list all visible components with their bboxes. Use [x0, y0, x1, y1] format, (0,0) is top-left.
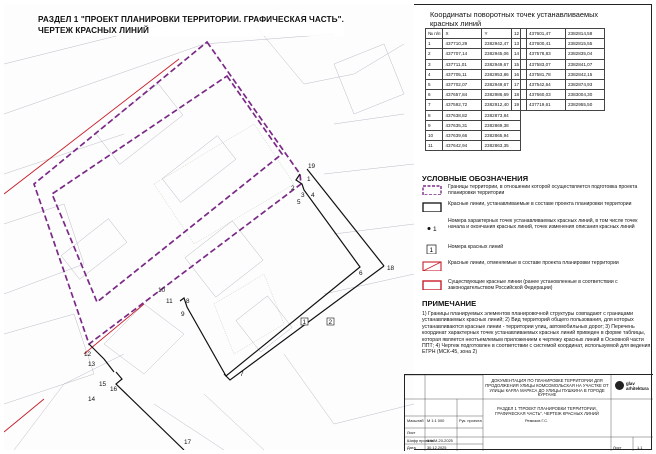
table-cell: 2382953,86 [482, 69, 521, 79]
table-cell: 437600,41 [527, 39, 566, 49]
legend-text-boundary: Границы территории, в отношении которой осуществляется подготовка проекта планировки территории [448, 184, 638, 197]
point-9: 9 [181, 311, 185, 318]
table-cell: 437719,61 [527, 100, 566, 110]
legend-item-points [422, 218, 650, 240]
table-cell: 2382863,35 [482, 141, 521, 151]
line-label-2: 2 [328, 319, 333, 326]
coordinates-header-cell: Y [482, 29, 521, 39]
table-cell: 437702,07 [443, 79, 482, 89]
table-cell: 437707,14 [443, 49, 482, 59]
sheet-value: 1.1 [637, 445, 643, 450]
table-row [512, 29, 605, 39]
table-row [426, 120, 521, 130]
table-cell: 437592,72 [443, 100, 482, 110]
table-cell: 1 [426, 39, 443, 49]
date-label: Дата [407, 445, 416, 450]
table-cell: 2382912,40 [482, 100, 521, 110]
table-cell: 2382835,04 [566, 49, 605, 59]
map-drawing [4, 4, 414, 450]
coordinates-header-cell: № п/п [426, 29, 443, 39]
point-18: 18 [387, 265, 395, 272]
legend-text-points: Номера характерных точек устанавливаемых красных линий, в том числе точек начала и окончания красных линий, точек изменения описания красных линий [448, 218, 638, 231]
boundary-swatch [422, 185, 442, 195]
table-row [512, 59, 605, 69]
cancelled-line-swatch [422, 261, 442, 271]
table-cell: 2382865,94 [482, 130, 521, 140]
point-swatch-label: 1 [433, 226, 437, 233]
table-cell: 12 [512, 29, 527, 39]
legend-item-boundary [422, 184, 650, 198]
table-row [512, 90, 605, 100]
logo-mark-icon [615, 381, 624, 390]
point-labels [84, 163, 395, 446]
project-code-label: Шифр проекта [407, 438, 434, 443]
point-6: 6 [359, 270, 363, 277]
table-cell: 7 [426, 100, 443, 110]
point-16: 16 [110, 386, 118, 393]
line-number-swatch-label: 1 [429, 247, 434, 254]
table-cell: 5 [426, 79, 443, 89]
new-red-lines [89, 169, 384, 450]
table-cell: 437660,03 [527, 90, 566, 100]
sheet-title-line2: ЧЕРТЕЖ КРАСНЫХ ЛИНИЙ [38, 26, 150, 35]
table-cell: 2382986,69 [482, 90, 521, 100]
notes-text: 1) Границы планируемых элементов планировочной структуры совпадают с границами устанавливаемых красных линий; 2) Вид территорий общего пользования, для которых устанавливаются красные линии - территории улиц, автомобильных дорог; 3) Перечень координат характерных точек устанавливаемых красных линий приведен в форме таблицы, которая является неотъемлемым приложением к чертежу красных линий в Основной части ППТ; 4) Чертеж подготовлен в соответствии с системой координат, используемой для ведения ЕГРН (МСК-45, зона 2) [422, 311, 651, 356]
table-cell: 4 [426, 69, 443, 79]
table-cell: 437705,11 [443, 69, 482, 79]
point-12: 12 [84, 351, 92, 358]
point-13: 13 [88, 361, 96, 368]
table-cell: 437638,82 [443, 110, 482, 120]
logo-text-line2: arhitektura [626, 386, 649, 391]
point-7: 7 [240, 371, 244, 378]
point-swatch [422, 223, 442, 233]
table-cell: 437542,64 [527, 79, 566, 89]
table-cell: 2382814,58 [566, 29, 605, 39]
table-row [426, 39, 521, 49]
table-cell: 18 [512, 90, 527, 100]
sheet-title [38, 14, 344, 36]
table-cell: 15 [512, 59, 527, 69]
table-cell: 2 [426, 49, 443, 59]
table-row [426, 100, 521, 110]
legend-item-cancelled [422, 260, 650, 274]
document-title: ДОКУМЕНТАЦИЯ ПО ПЛАНИРОВКЕ ТЕРРИТОРИИ ДЛЯ ПРОДОЛЖЕНИЯ УЛИЦЫ КОМСОМОЛЬСКАЯ НА УЧАСТКЕ ОТ УЛИЦЫ КАРЛА МАРКСА ДО УЛИЦЫ ПУШКИНА В ГОРОДЕ КУРГАНЕ [485, 378, 609, 398]
table-cell: 11 [426, 141, 443, 151]
sheet-label: Лист [613, 445, 622, 450]
legend-text-cancelled: Красные линии, отменяемые в составе проекта планировки территории [448, 260, 619, 266]
point-5: 5 [297, 199, 301, 206]
table-cell: 437583,07 [527, 59, 566, 69]
manager-label: Рук. проекта [459, 418, 482, 423]
table-cell: 2382869,38 [482, 120, 521, 130]
table-cell: 2382945,06 [482, 49, 521, 59]
sheet-title-line1: РАЗДЕЛ 1 "ПРОЕКТ ПЛАНИРОВКИ ТЕРРИТОРИИ. ГРАФИЧЕСКАЯ ЧАСТЬ". [38, 15, 344, 24]
table-cell: 2382942,47 [482, 39, 521, 49]
point-10: 10 [158, 287, 166, 294]
table-row [512, 100, 605, 110]
table-cell: 10 [426, 130, 443, 140]
coordinates-table-left [425, 28, 521, 151]
coordinates-title: Координаты поворотных точек устанавливаемых красных линий [430, 10, 599, 28]
table-cell: 2382874,93 [566, 79, 605, 89]
table-cell: 437601,47 [527, 29, 566, 39]
table-row [426, 79, 521, 89]
table-row [426, 110, 521, 120]
table-row [426, 130, 521, 140]
point-19: 19 [308, 163, 316, 170]
table-cell: 2382842,15 [566, 69, 605, 79]
table-row [426, 69, 521, 79]
company-logo [615, 379, 651, 403]
existing-line-swatch [422, 280, 442, 290]
point-1: 1 [307, 176, 311, 183]
table-cell: 8 [426, 110, 443, 120]
table-cell: 17 [512, 79, 527, 89]
point-14: 14 [88, 396, 96, 403]
table-row [426, 90, 521, 100]
table-cell: 3 [426, 59, 443, 69]
point-4: 4 [311, 192, 315, 199]
logo-text-line1: glav [626, 381, 635, 386]
table-row [512, 39, 605, 49]
legend-item-new-lines [422, 201, 650, 215]
table-cell: 9 [426, 120, 443, 130]
new-line-swatch [422, 202, 442, 212]
line-label-1: 1 [302, 319, 307, 326]
table-cell: 13 [512, 39, 527, 49]
legend-item-existing [422, 279, 650, 293]
point-17: 17 [184, 439, 192, 446]
base-map [4, 14, 414, 450]
table-row [512, 79, 605, 89]
table-cell: 2382955,50 [566, 100, 605, 110]
table-cell: 2382873,84 [482, 110, 521, 120]
table-cell: 16 [512, 69, 527, 79]
table-cell: 437642,94 [443, 141, 482, 151]
manager-name: Ремизов Г.С. [525, 418, 549, 423]
table-row [426, 49, 521, 59]
table-cell: 2382949,67 [482, 59, 521, 69]
table-cell: 437639,66 [443, 130, 482, 140]
scale-label: Масштаб [407, 418, 424, 423]
table-cell: 437657,84 [443, 90, 482, 100]
list-label: Лист [407, 430, 416, 435]
table-cell: 19 [512, 100, 527, 110]
table-row [512, 69, 605, 79]
line-number-boxes [301, 318, 334, 326]
table-cell: 437635,31 [443, 120, 482, 130]
point-8: 8 [186, 298, 190, 305]
table-row [512, 49, 605, 59]
point-11: 11 [166, 298, 173, 305]
notes-title: ПРИМЕЧАНИЕ [422, 299, 477, 308]
table-cell: 14 [512, 49, 527, 59]
point-3: 3 [301, 192, 305, 199]
coordinates-table-right [511, 28, 605, 111]
coordinates-header-cell: X [443, 29, 482, 39]
table-cell: 6 [426, 90, 443, 100]
table-cell: 2382841,07 [566, 59, 605, 69]
legend-text-existing: Существующие красные линии (ранее установленные в соответствии с законодательством Российской Федерации) [448, 279, 618, 292]
coordinates-header-row [426, 29, 521, 39]
table-cell: 2382949,67 [482, 79, 521, 89]
stamp-sheet-title: РАЗДЕЛ 1 "ПРОЕКТ ПЛАНИРОВКИ ТЕРРИТОРИИ. ГРАФИЧЕСКАЯ ЧАСТЬ". ЧЕРТЕЖ КРАСНЫХ ЛИНИЙ [495, 406, 599, 416]
project-code-value: ШЫМ-20-2025 [427, 438, 453, 443]
scale-value: М 1:1 000 [427, 418, 445, 423]
table-cell: 437581,78 [527, 69, 566, 79]
legend-title: УСЛОВНЫЕ ОБОЗНАЧЕНИЯ [422, 174, 529, 183]
legend-item-line-numbers [422, 244, 650, 254]
title-block [404, 374, 653, 451]
existing-red-lines [4, 59, 179, 432]
table-cell: 2383004,30 [566, 90, 605, 100]
legend-text-line-numbers: Номера красных линий [448, 244, 504, 250]
table-cell: 2382815,55 [566, 39, 605, 49]
table-row [426, 59, 521, 69]
table-cell: 437578,83 [527, 49, 566, 59]
map-area [4, 4, 414, 450]
table-row [426, 141, 521, 151]
point-2: 2 [291, 185, 295, 192]
point-15: 15 [99, 381, 107, 388]
line-number-swatch [422, 244, 442, 254]
date-value: 30.12.2025 [427, 445, 447, 450]
table-cell: 437710,29 [443, 39, 482, 49]
table-cell: 437711,01 [443, 59, 482, 69]
legend-text-new-lines: Красные линии, устанавливаемые в составе проекта планировки территории [448, 201, 632, 207]
